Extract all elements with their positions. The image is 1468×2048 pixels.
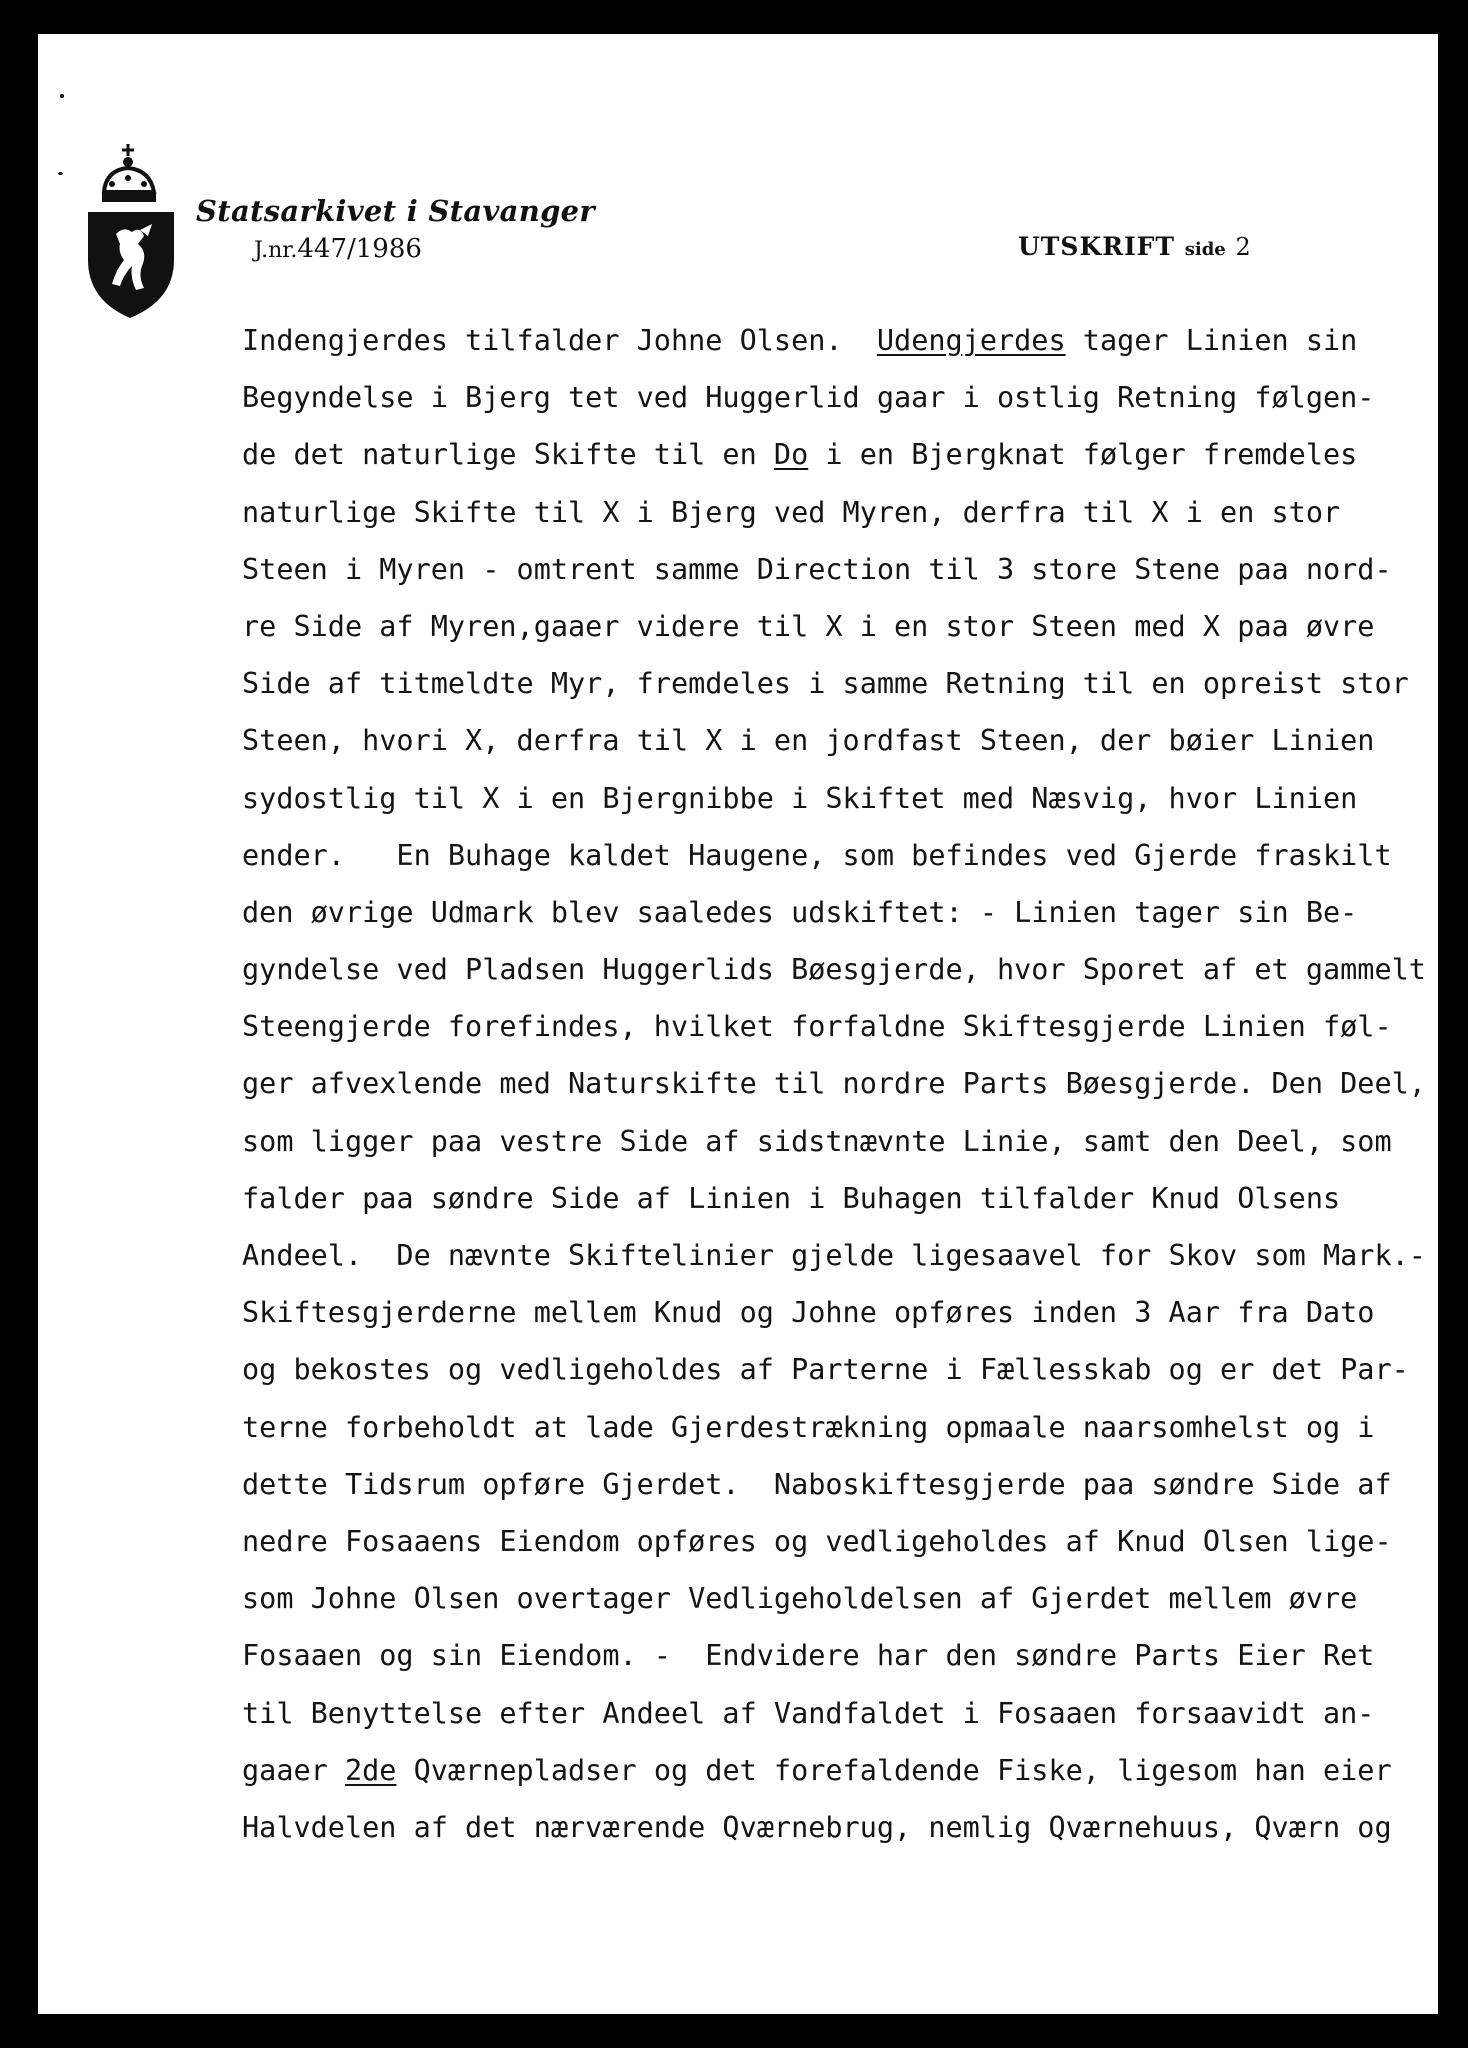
coat-of-arms-icon (82, 140, 182, 320)
text-segment: de det naturlige Skifte til en (242, 438, 774, 472)
text-line: ender. En Buhage kaldet Haugene, som befindes ved Gjerde fraskilt (242, 838, 1392, 872)
journal-value: 447/1986 (297, 234, 422, 264)
text-line: som ligger paa vestre Side af sidstnævnte Linie, samt den Deel, som (242, 1124, 1392, 1158)
journal-number (254, 234, 595, 264)
text-line: den øvrige Udmark blev saaledes udskiftet: - Linien tager sin Be- (242, 895, 1358, 929)
document-body (242, 312, 1432, 1856)
text-line: dette Tidsrum opføre Gjerdet. Naboskiftesgjerde paa søndre Side af (242, 1467, 1392, 1501)
text-line: Andeel. De nævnte Skiftelinier gjelde ligesaavel for Skov som Mark.- (242, 1239, 1426, 1272)
text-line: som Johne Olsen overtager Vedligeholdelsen af Gjerdet mellem øvre (242, 1582, 1358, 1616)
text-line: og bekostes og vedligeholdes af Parterne i Fællesskab og er det Par- (242, 1353, 1409, 1387)
text-segment: Qværnepladser og det forefaldende Fiske, ligesom han eier (396, 1753, 1392, 1787)
text-line: Halvdelen af det nærværende Qværnebrug, nemlig Qværnehuus, Qværn og (242, 1810, 1392, 1844)
text-line: nedre Fosaaens Eiendom opføres og vedligeholdes af Knud Olsen lige- (242, 1524, 1392, 1558)
underlined-word: 2de (344, 1753, 397, 1787)
archive-name: Statsarkivet i Stavanger (196, 194, 595, 228)
text-line: til Benyttelse efter Andeel af Vandfaldet i Fosaaen forsaavidt an- (242, 1696, 1375, 1730)
text-line (242, 1742, 1432, 1799)
text-line: Fosaaen og sin Eiendom. - Endvidere har den søndre Parts Eier Ret (242, 1639, 1375, 1673)
scan-speck (58, 172, 63, 175)
underlined-word: Udengjerdes (876, 324, 1066, 357)
text-line: Skiftesgjerderne mellem Knud og Johne opføres inden 3 Aar fra Dato (242, 1296, 1375, 1330)
side-label: side (1184, 239, 1226, 260)
text-line (242, 426, 1432, 483)
text-segment: Indengjerdes tilfalder Johne Olsen. (242, 324, 877, 357)
text-line: gyndelse ved Pladsen Huggerlids Bøesgjerde, hvor Sporet af et gammelt (242, 953, 1426, 987)
text-segment: tager Linien sin (1065, 324, 1358, 357)
underlined-word: Do (773, 438, 809, 472)
page-title (1018, 232, 1252, 261)
text-line: Side af titmeldte Myr, fremdeles i samme Retning til en opreist stor (242, 667, 1409, 701)
text-line: Steen, hvori X, derfra til X i en jordfast Steen, der bøier Linien (242, 724, 1375, 758)
text-line: terne forbeholdt at lade Gjerdestrækning opmaale naarsomhelst og i (242, 1410, 1375, 1444)
text-line: sydostlig til X i en Bjergnibbe i Skiftet med Næsvig, hvor Linien (242, 781, 1358, 815)
document-page (38, 34, 1438, 2014)
transcript-title: UTSKRIFT (1018, 232, 1176, 261)
text-line: naturlige Skifte til X i Bjerg ved Myren, derfra til X i en stor (242, 495, 1341, 529)
text-line: Steen i Myren - omtrent samme Direction til 3 store Stene paa nord- (242, 552, 1392, 586)
text-line: Begyndelse i Bjerg tet ved Huggerlid gaar i ostlig Retning følgen- (242, 381, 1375, 415)
scan-speck (60, 94, 64, 98)
text-line: ger afvexlende med Naturskifte til nordre Parts Bøesgjerde. Den Deel, (242, 1067, 1426, 1101)
text-segment: i en Bjergknat følger fremdeles (808, 438, 1358, 472)
archive-header (196, 194, 595, 264)
text-segment: gaaer (242, 1753, 345, 1787)
text-line: re Side af Myren,gaaer videre til X i en stor Steen med X paa øvre (242, 609, 1375, 643)
journal-label: J.nr. (254, 238, 298, 263)
text-line: falder paa søndre Side af Linien i Buhagen tilfalder Knud Olsens (242, 1181, 1341, 1215)
page-number: 2 (1235, 233, 1252, 261)
text-line (242, 312, 1432, 369)
text-line: Steengjerde forefindes, hvilket forfaldne Skiftesgjerde Linien føl- (242, 1010, 1392, 1044)
